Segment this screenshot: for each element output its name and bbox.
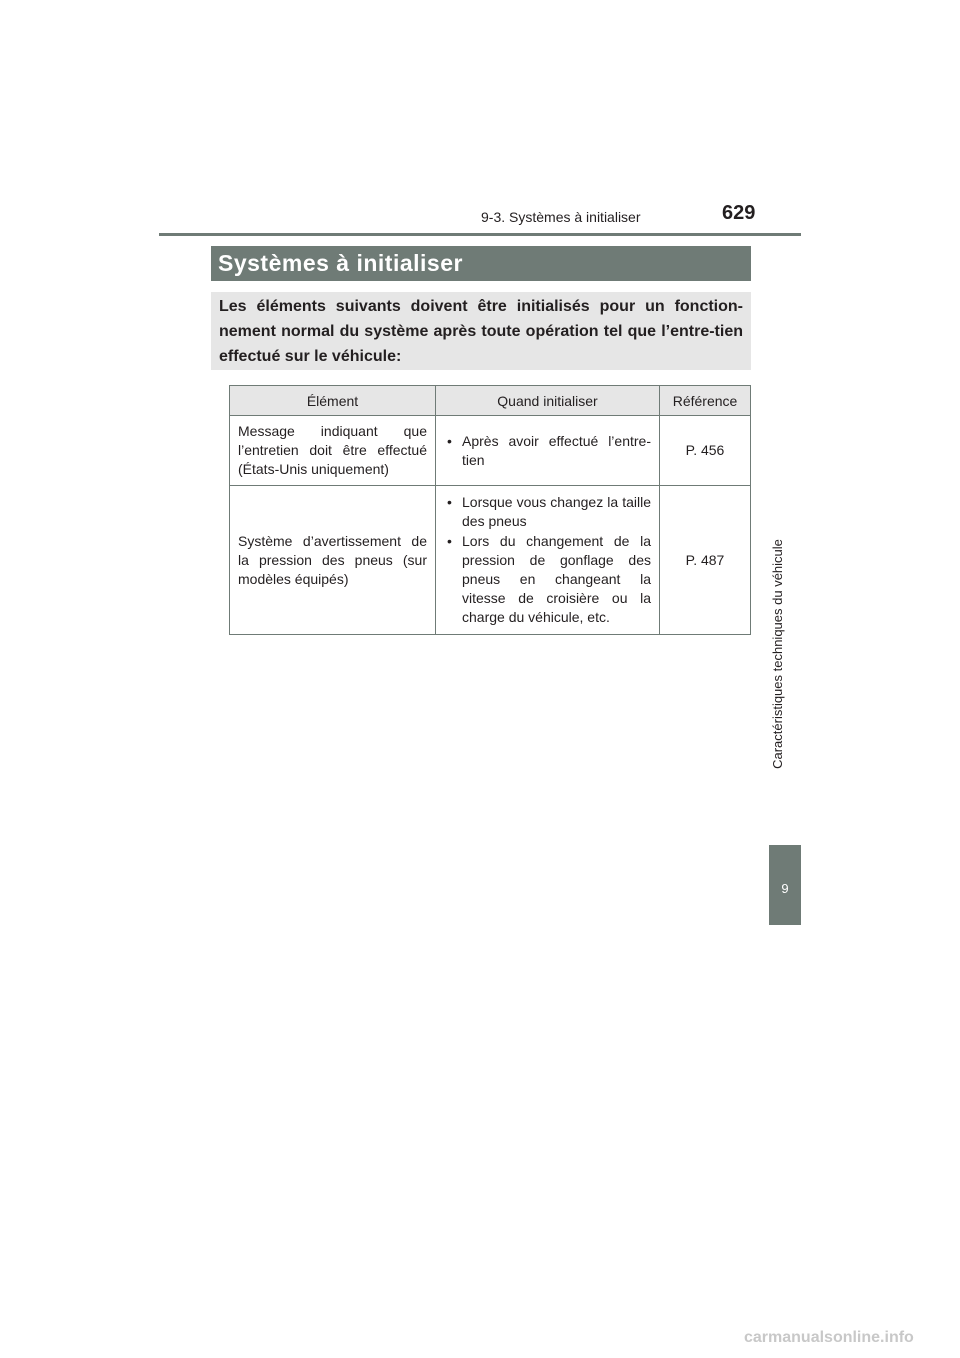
table-row: [230, 486, 751, 635]
header-when: Quand initialiser: [436, 386, 660, 416]
table-header-row: [230, 386, 751, 416]
watermark: carmanualsonline.info: [744, 1329, 914, 1346]
list-item: • Lors du changement de la pression de gonflage des pneus en changeant la vitesse de croisière ou la charge du véhicule, etc.: [444, 532, 651, 627]
list-item: • Après avoir effectué l’entre-tien: [444, 432, 651, 470]
chapter-side-title: Caractéristiques techniques du véhicule: [770, 539, 785, 769]
list-item: • Lorsque vous changez la taille des pneus: [444, 493, 651, 531]
header-divider: [159, 233, 801, 236]
row-when: [436, 486, 660, 635]
header-element: Élément: [230, 386, 436, 416]
intro-text: Les éléments suivants doivent être initialisés pour un fonction-nement normal du système après toute opération tel que l’entre-tien effectué sur le véhicule:: [219, 298, 743, 365]
section-header: 9-3. Systèmes à initialiser: [481, 209, 641, 225]
row-reference: P. 487: [660, 486, 751, 635]
row-item: Système d’avertissement de la pression des pneus (sur modèles équipés): [230, 486, 436, 635]
intro-box: [211, 292, 751, 370]
systems-table: [229, 385, 751, 635]
chapter-tab: [769, 845, 801, 925]
header-reference: Référence: [660, 386, 751, 416]
row-reference: P. 456: [660, 416, 751, 486]
title-bar: [211, 246, 751, 281]
page-number: 629: [722, 202, 756, 224]
when-list: [444, 493, 651, 627]
when-list: [444, 432, 651, 470]
row-item: Message indiquant que l’entretien doit être effectué (États-Unis uniquement): [230, 416, 436, 486]
chapter-number: 9: [781, 881, 789, 896]
page-title: Systèmes à initialiser: [218, 250, 463, 276]
row-when: [436, 416, 660, 486]
table-row: [230, 416, 751, 486]
